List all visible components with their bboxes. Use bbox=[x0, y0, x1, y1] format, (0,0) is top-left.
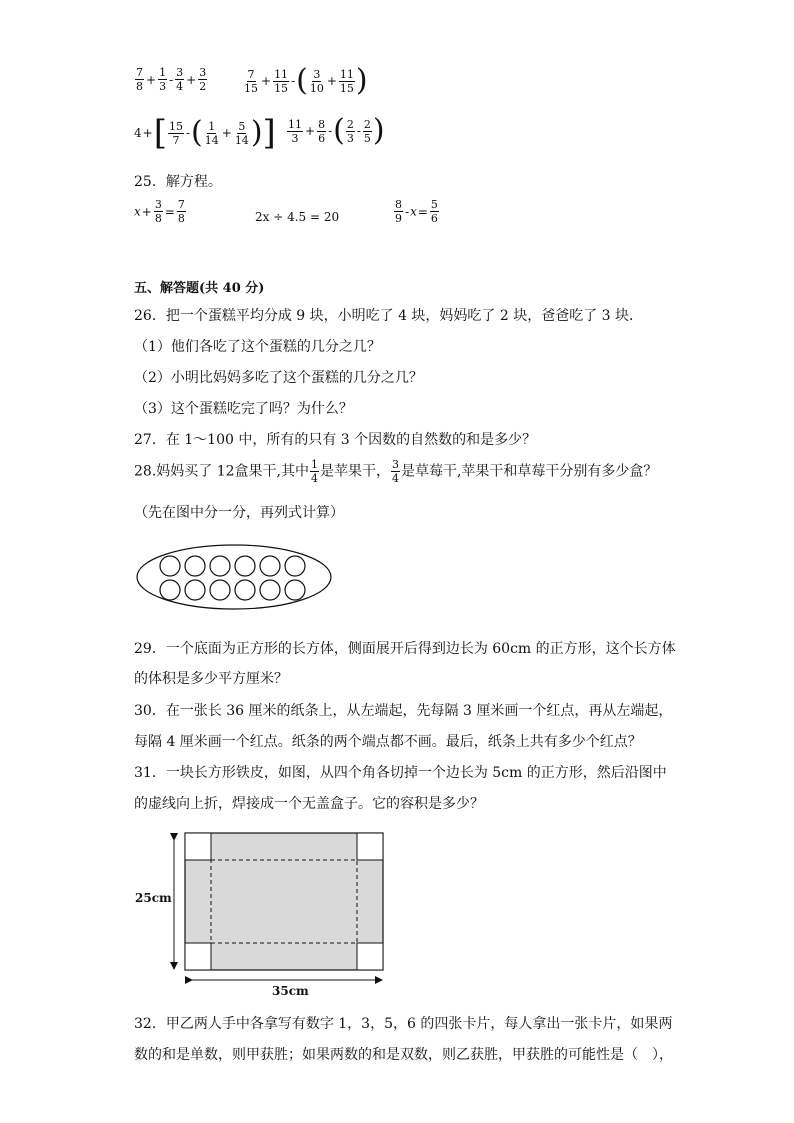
q26-part-2: （2）小明比妈妈多吃了这个蛋糕的几分之几？ bbox=[134, 370, 423, 386]
corner-square bbox=[357, 943, 383, 970]
expression-3: 4+[ $\frac{15}{7}$ -( $\frac{1}{14}$ + $\frac{5}{14}$ )] bbox=[134, 113, 276, 153]
box-circle bbox=[210, 556, 230, 576]
height-label: 25cm bbox=[135, 891, 172, 905]
q29-line-2: 的体积是多少平方厘米？ bbox=[134, 671, 288, 687]
box-circle bbox=[235, 556, 255, 576]
q25-equation-3: $\frac{8}{9}$ -x= $\frac{5}{6}$ bbox=[395, 198, 438, 225]
box-circle bbox=[160, 580, 180, 600]
width-label: 35cm bbox=[272, 984, 309, 998]
box-circle bbox=[260, 556, 280, 576]
section-5-title: 五、解答题(共 40 分) bbox=[134, 281, 265, 296]
q32-line-1: 32．甲乙两人手中各拿写有数字 1，3，5，6 的四张卡片，每人拿出一张卡片，如果两 bbox=[134, 1016, 673, 1032]
corner-square bbox=[185, 943, 211, 970]
gray-region-horizontal bbox=[185, 860, 383, 943]
q32-line-2: 数的和是单数，则甲获胜；如果两数的和是双数，则乙获胜，甲获胜的可能性是（ ）， bbox=[134, 1047, 673, 1063]
box-circle bbox=[185, 580, 205, 600]
box-circle bbox=[285, 556, 305, 576]
q26-text: 26．把一个蛋糕平均分成 9 块，小明吃了 4 块，妈妈吃了 2 块，爸爸吃了 3 块． bbox=[134, 308, 644, 324]
q29-line-1: 29．一个底面为正方形的长方体，侧面展开后得到边长为 60cm 的正方形，这个长方体 bbox=[134, 641, 676, 657]
box-circle bbox=[260, 580, 280, 600]
q28-text: 28.妈妈买了 12盒果干,其中 $\frac{1}{4}$ 是苹果干， $\frac{3}{4}$ 是草莓干,苹果干和草莓干分别有多少盒？ bbox=[134, 458, 658, 485]
expression-2: $\frac{7}{15}$ + $\frac{11}{15}$ -( $\frac{3}{10}$ + $\frac{11}{15}$ ) bbox=[244, 63, 368, 98]
corner-square bbox=[357, 833, 383, 860]
q26-part-3: （3）这个蛋糕吃完了吗？为什么？ bbox=[134, 401, 353, 417]
box-circle bbox=[235, 580, 255, 600]
box-circle bbox=[285, 580, 305, 600]
q28-boxes-diagram bbox=[134, 542, 334, 612]
q28-note: （先在图中分一分，再列式计算） bbox=[134, 505, 344, 521]
corner-square bbox=[185, 833, 211, 860]
box-circle bbox=[210, 580, 230, 600]
q31-line-2: 的虚线向上折，焊接成一个无盖盒子。它的容积是多少？ bbox=[134, 796, 484, 812]
expression-4: $\frac{11}{3}$ + $\frac{8}{6}$ -( $\frac{2}{3}$ - $\frac{2}{5}$ ) bbox=[288, 113, 385, 148]
q31-line-1: 31．一块长方形铁皮，如图，从四个角各切掉一个边长为 5cm 的正方形，然后沿图中 bbox=[134, 765, 667, 781]
box-circle bbox=[160, 556, 180, 576]
q25-equation-1: x+ $\frac{3}{8}$ = $\frac{7}{8}$ bbox=[134, 198, 185, 225]
q27-text: 27．在 1～100 中，所有的只有 3 个因数的自然数的和是多少？ bbox=[134, 432, 537, 448]
q31-sheet-diagram bbox=[165, 827, 395, 997]
expression-1: $\frac{7}{8}$ + $\frac{1}{3}$ - $\frac{3}{4}$ + $\frac{3}{2}$ bbox=[136, 66, 207, 93]
q25-title: 25．解方程。 bbox=[134, 174, 222, 190]
q26-part-1: （1）他们各吃了这个蛋糕的几分之几？ bbox=[134, 339, 381, 355]
q30-line-2: 每隔 4 厘米画一个红点。纸条的两个端点都不画。最后，纸条上共有多少个红点？ bbox=[134, 734, 642, 750]
q25-equation-2: 2x ÷ 4.5 = 20 bbox=[255, 210, 340, 224]
box-circle bbox=[185, 556, 205, 576]
q30-line-1: 30．在一张长 36 厘米的纸条上，从左端起，先每隔 3 厘米画一个红点，再从左端起， bbox=[134, 703, 673, 719]
